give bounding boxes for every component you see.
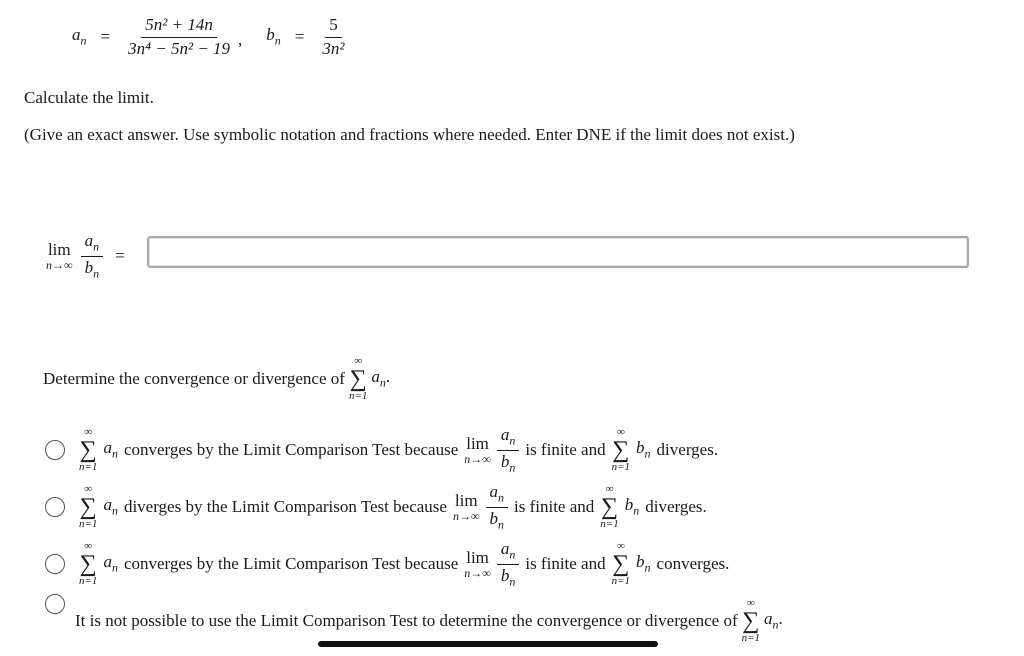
limit-answer-input[interactable] (147, 236, 969, 268)
sigma-icon: ∞ ∑ n=1 (79, 540, 98, 588)
b-n-denominator: 3n² (322, 38, 345, 58)
option-text: diverges. (656, 440, 719, 460)
lim-operator: lim n→∞ (464, 547, 491, 580)
ratio-fraction: $\frac{a_n}{b_n}$ (497, 426, 520, 474)
instruction-text: Calculate the limit. (24, 88, 154, 107)
option-text: diverges. (645, 497, 707, 517)
option-other-term: $b_n$ (636, 438, 651, 461)
question-text: Determine the convergence or divergence of (43, 369, 345, 388)
option-text: converges by the Limit Comparison Test because (123, 554, 459, 574)
option-text: It is not possible to use the Limit Comparison Test to determine the convergence or divergence of (75, 611, 738, 630)
horizontal-scrollbar[interactable] (318, 641, 658, 647)
sigma-icon: ∞ ∑ n=1 (741, 597, 761, 644)
a-n-fraction (124, 16, 234, 58)
a-n-label: $a_n$ (72, 25, 87, 48)
ratio-denominator: $b_n$ (84, 257, 100, 280)
option-sum-term: $a_n$ (103, 552, 118, 575)
ratio-fraction (81, 232, 104, 280)
a-n-denominator: 3n⁴ − 5n² − 19 (128, 38, 231, 58)
radio-button[interactable] (45, 440, 65, 460)
definitions (72, 16, 349, 58)
ratio-fraction: $\frac{a_n}{b_n}$ (497, 540, 520, 588)
b-n-label: $b_n$ (266, 25, 281, 48)
option-sum-term: $a_n$ (103, 438, 118, 461)
sigma-icon: ∞ ∑ n=1 (348, 355, 368, 402)
option-2[interactable] (45, 483, 707, 531)
question (43, 356, 390, 402)
option-sum-term: $a_n$ (103, 495, 118, 518)
option-text: is finite and (525, 440, 606, 460)
option-text: is finite and (525, 554, 606, 574)
option-term: $a_n$. (764, 609, 783, 632)
option-4[interactable] (45, 594, 1015, 644)
radio-button[interactable] (45, 554, 65, 574)
option-other-term: $b_n$ (636, 552, 651, 575)
sigma-icon: ∞ ∑ n=1 (600, 483, 619, 531)
option-3[interactable] (45, 540, 729, 588)
hint-text: (Give an exact answer. Use symbolic notation and fractions where needed. Enter DNE if the limit does not exist.) (24, 125, 795, 144)
limit-expression (46, 232, 125, 280)
a-n-numerator: 5n² + 14n (141, 16, 217, 38)
ratio-numerator: $a_n$ (81, 232, 104, 257)
question-term: $a_n$. (371, 367, 391, 390)
option-1[interactable] (45, 426, 718, 474)
equals-sign: = (100, 27, 111, 47)
equals-sign: = (294, 27, 305, 47)
radio-button[interactable] (45, 594, 65, 614)
equals-sign: = (115, 246, 125, 266)
sigma-icon: ∞ ∑ n=1 (611, 426, 631, 474)
sigma-icon: ∞ ∑ n=1 (611, 540, 631, 588)
lim-operator: lim n→∞ (464, 433, 491, 466)
sigma-icon: ∞ ∑ n=1 (79, 483, 98, 531)
lim-operator: lim n→∞ (452, 490, 480, 523)
b-n-numerator: 5 (325, 16, 342, 38)
option-text: converges. (656, 554, 730, 574)
option-text: is finite and (514, 497, 595, 517)
b-n-fraction (318, 16, 348, 58)
sigma-icon: ∞ ∑ n=1 (79, 426, 98, 474)
option-text: diverges by the Limit Comparison Test because (123, 497, 447, 517)
radio-button[interactable] (45, 497, 65, 517)
option-text: converges by the Limit Comparison Test because (123, 440, 459, 460)
option-other-term: $b_n$ (624, 495, 640, 518)
lim-operator: lim n→∞ (46, 239, 73, 272)
comma: , (238, 30, 243, 50)
ratio-fraction: $\frac{a_n}{b_n}$ (486, 483, 509, 531)
